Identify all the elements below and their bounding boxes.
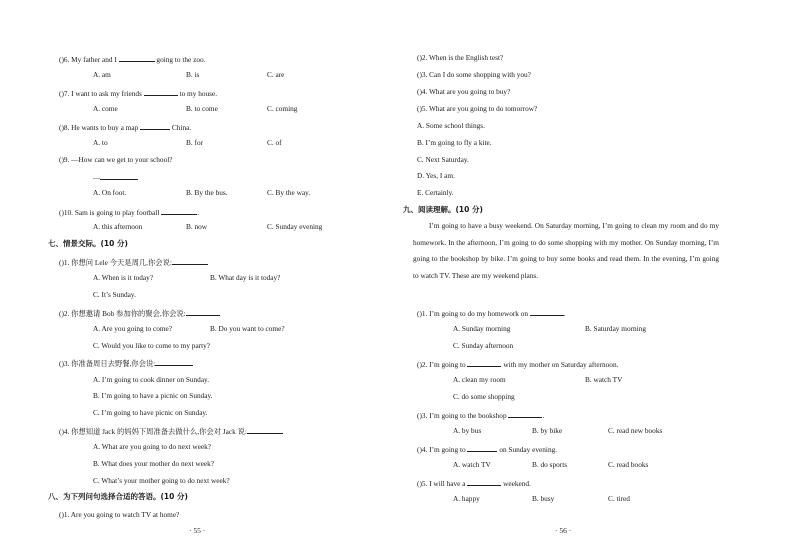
option-c: C. of: [267, 138, 282, 147]
option-c: C. tired: [608, 494, 630, 503]
option-c: C. are: [267, 70, 285, 79]
question-9: ( )9. —How can we get to your school?: [59, 155, 173, 164]
option-a: A. What are you going to do next week?: [93, 442, 212, 451]
option-b: B. by bike: [532, 426, 563, 435]
option-c: C. read books: [608, 460, 649, 469]
option-b: B. What does your mother do next week?: [93, 459, 215, 468]
answer-blank[interactable]: [530, 308, 564, 316]
option-c: C. I’m going to have picnic on Sunday.: [93, 408, 208, 417]
option-b: B. busy: [532, 494, 555, 503]
option-c: C. coming: [267, 104, 298, 113]
answer-blank[interactable]: [100, 172, 138, 180]
option-a: A. by bus: [453, 426, 482, 435]
answer-option-a: A. Some school things.: [417, 121, 485, 130]
answer-option-d: D. Yes, I am.: [417, 171, 455, 180]
s7-question-4: ( )4. 你想知道 Jack 的妈妈下周准备去做什么,你会对 Jack 说:: [59, 426, 283, 435]
answer-blank[interactable]: [508, 410, 542, 418]
question-9-reply: —: [93, 172, 138, 181]
question-8: ( )8. He wants to buy a map China.: [59, 123, 192, 132]
option-a: A. happy: [453, 494, 480, 503]
option-c: C. do some shopping: [453, 392, 515, 401]
option-b: B. By the bus.: [186, 188, 228, 197]
option-c: C. Sunday afternoon: [453, 341, 514, 350]
reading-question-1: ( )1. I’m going to do my homework on .: [417, 309, 566, 318]
option-b: B. Saturday morning: [585, 324, 647, 333]
option-a: A. clean my room: [453, 375, 506, 384]
option-b: B. Do you want to come?: [210, 324, 285, 333]
s8-question-1: ( )1. Are you going to watch TV at home?: [59, 510, 180, 519]
answer-blank[interactable]: [247, 426, 283, 434]
option-c: C. Would you like to come to my party?: [93, 341, 211, 350]
answer-option-b: B. I’m going to fly a kite.: [417, 138, 492, 147]
option-b: B. is: [186, 70, 200, 79]
option-c: C. read new books: [608, 426, 663, 435]
answer-blank[interactable]: [467, 444, 497, 452]
option-b: B. for: [186, 138, 204, 147]
s8-question-3: ( )3. Can I do some shopping with you?: [417, 70, 531, 79]
option-a: A. this afternoon: [93, 222, 143, 231]
question-6: ( )6. My father and I going to the zoo.: [59, 55, 206, 64]
section-7-title: 七、情景交际。(10 分): [48, 239, 128, 248]
reading-question-2: ( )2. I’m going to with my mother on Saturday afternoon.: [417, 360, 619, 369]
option-a: A. Sunday morning: [453, 324, 511, 333]
reading-passage: I’m going to have a busy weekend. On Saturday morning, I’m going to clean my room and do my homework. In the afternoon, I’m going to do some shopping with my mother. On Sunday morning, I’m going to the bookshop by bike. I’m going to buy some books and read them. In the evening, I’m going to watch TV. These are my weekend plans.: [413, 221, 719, 281]
option-a: A. Are you going to come?: [93, 324, 173, 333]
answer-blank[interactable]: [161, 207, 197, 215]
option-b: B. now: [186, 222, 208, 231]
option-b: B. do sports: [532, 460, 568, 469]
page-number: · 56 ·: [555, 526, 572, 535]
option-b: B. to come: [186, 104, 218, 113]
reading-question-4: ( )4. I’m going to on Sunday evening.: [417, 445, 558, 454]
answer-blank[interactable]: [186, 308, 220, 316]
answer-option-e: E. Certainly.: [417, 188, 454, 197]
option-a: A. come: [93, 104, 118, 113]
question-7: ( )7. I want to ask my friends to my house.: [59, 89, 218, 98]
s8-question-2: ( )2. When is the English test?: [417, 53, 504, 62]
option-a: A. am: [93, 70, 111, 79]
s8-question-4: ( )4. What are you going to buy?: [417, 87, 511, 96]
reading-question-5: ( )5. I will have a weekend.: [417, 479, 531, 488]
option-a: A. I’m going to cook dinner on Sunday.: [93, 375, 210, 384]
section-9-title: 九、阅读理解。(10 分): [403, 205, 483, 214]
option-b: B. watch TV: [585, 375, 623, 384]
s7-question-2: ( )2. 你想邀请 Bob 参加你的聚会,你会说:: [59, 308, 220, 317]
section-8-title: 八、为下列问句选择合适的答语。(10 分): [48, 492, 188, 501]
option-a: A. watch TV: [453, 460, 491, 469]
answer-option-c: C. Next Saturday.: [417, 155, 469, 164]
answer-blank[interactable]: [467, 478, 501, 486]
answer-blank[interactable]: [144, 88, 178, 96]
answer-blank[interactable]: [119, 54, 155, 62]
s7-question-1: ( )1. 你想问 Lele 今天是周几,你会说:: [59, 257, 208, 266]
option-c: C. By the way.: [267, 188, 311, 197]
reading-question-3: ( )3. I’m going to the bookshop .: [417, 411, 545, 420]
s8-question-5: ( )5. What are you going to do tomorrow?: [417, 104, 538, 113]
option-c: C. What’s your mother going to do next week?: [93, 476, 230, 485]
answer-blank[interactable]: [155, 358, 193, 366]
answer-blank[interactable]: [172, 257, 208, 265]
s7-question-3: ( )3. 你准备周日去野餐,你会说:: [59, 358, 193, 367]
option-c: C. Sunday evening: [267, 222, 323, 231]
answer-blank[interactable]: [140, 122, 170, 130]
page-number: · 55 ·: [189, 526, 206, 535]
option-c: C. It’s Sunday.: [93, 290, 136, 299]
question-10: ( )10. Sam is going to play football .: [59, 208, 200, 217]
right-page: [397, 0, 794, 550]
option-b: B. I’m going to have a picnic on Sunday.: [93, 391, 213, 400]
answer-blank[interactable]: [467, 359, 501, 367]
option-a: A. On foot.: [93, 188, 127, 197]
option-b: B. What day is it today?: [210, 273, 281, 282]
option-a: A. to: [93, 138, 108, 147]
option-a: A. When is it today?: [93, 273, 154, 282]
